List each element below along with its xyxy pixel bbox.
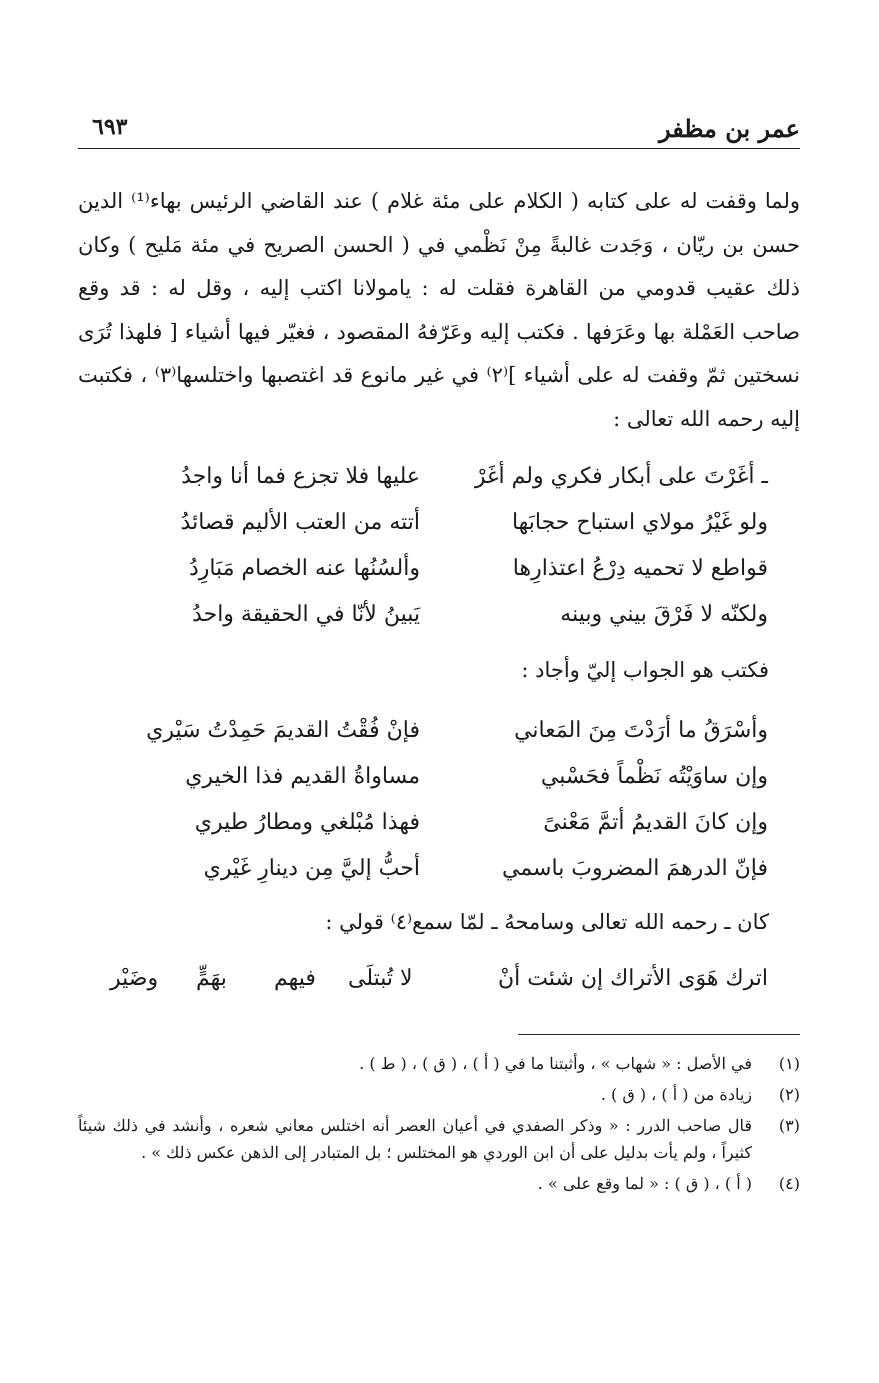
footnote-text: في الأصل : « شهاب » ، وأثبتنا ما في ( أ ) ، ( ق ) ، ( ط ) .: [359, 1054, 752, 1073]
verse-second-hemistich: يَبينُ لأنّا في الحقيقة واحدُ: [192, 602, 420, 627]
verse-line: [110, 556, 768, 602]
verse-first-hemistich: فإنّ الدرهمَ المضروبَ باسمي: [502, 856, 768, 881]
footnote-number: (٣): [778, 1116, 800, 1135]
page-number: ٦٩٣: [92, 114, 128, 140]
verse-line: [110, 764, 768, 810]
verse-line: [110, 856, 768, 902]
last-verse-part: فيهم: [274, 966, 316, 991]
footnote: [78, 1170, 800, 1197]
verse-second-hemistich: أحبُّ إليَّ مِن دينارِ غَيْري: [203, 856, 420, 881]
verse-line: [110, 810, 768, 856]
verse-second-hemistich: فإنْ فُقْتُ القديمَ حَمِدْتُ سَيْري: [146, 718, 420, 743]
verse-line: [110, 464, 768, 510]
verse-first-hemistich: ـ أغَرْتَ على أبكار فكري ولم أغَرْ: [474, 464, 768, 489]
verse-first-hemistich: ولكنّه لا فَرْقَ بيني وبينه: [560, 602, 768, 627]
verse-first-hemistich: قواطع لا تحميه دِرْعُ اعتذارِها: [512, 556, 768, 581]
footnote: [78, 1112, 800, 1166]
last-verse-part: لا تُبتلَى: [348, 966, 413, 991]
last-verse-part: اترك هَوَى الأتراك إن شئت أنْ: [497, 966, 768, 991]
verse-first-hemistich: وأسْرَقُ ما أرَدْتَ مِنَ المَعاني: [514, 718, 768, 743]
footnote-number: (١): [778, 1054, 800, 1073]
verse-second-hemistich: مساواةُ القديم فذا الخيري: [185, 764, 420, 789]
footnote-number: (٢): [778, 1085, 800, 1104]
verse-second-hemistich: فهذا مُبْلغي ومطارُ طيري: [194, 810, 420, 835]
header-rule: [78, 148, 800, 149]
reply-intro: فكتب هو الجواب إليّ وأجاد :: [521, 658, 769, 682]
verse-first-hemistich: وإن كانَ القديمُ أتمَّ مَعْنىً: [543, 810, 768, 835]
verse-second-hemistich: عليها فلا تجزع فما أنا واجدُ: [181, 464, 420, 489]
verse-line: [110, 718, 768, 764]
kan-line: كان ـ رحمه الله تعالى وسامحهُ ـ لمّا سمع⁽٤⁾ قولي :: [325, 910, 769, 934]
footnote-rule: [518, 1034, 800, 1035]
poem-first: [110, 464, 768, 648]
book-title: عمر بن مظفر: [658, 114, 800, 143]
verse-second-hemistich: أتته من العتب الأليم قصائدُ: [180, 510, 420, 535]
footnote-text: ( أ ) ، ( ق ) : « لما وقع على » .: [537, 1174, 752, 1193]
last-verse: [110, 966, 768, 1006]
footnote-text: قال صاحب الدرر : « وذكر الصفدي في أعيان العصر أنه اختلس معاني شعره ، وأنشد في ذلك شيئاً كثيراً ، ولم يأت بدليل على أن ابن الوردي هو المختلس ؛ بل المتبادر إلى الذهن عكس ذلك » .: [78, 1116, 752, 1162]
verse-line: [110, 510, 768, 556]
verse-line: [110, 602, 768, 648]
verse-first-hemistich: وإن ساوَيْتُه نَظْماً فحَسْبي: [540, 764, 768, 789]
verse-second-hemistich: وألسُنُها عنه الخصام مَبَارِدُ: [188, 556, 420, 581]
footnote-number: (٤): [778, 1174, 800, 1193]
last-verse-part: بهَمٍّ: [196, 966, 227, 991]
last-verse-part: وضَيْر: [110, 966, 159, 991]
running-head: [78, 114, 800, 146]
footnote: [78, 1081, 800, 1108]
prose-paragraph: [78, 180, 800, 441]
footnote: [78, 1050, 800, 1077]
poem-second: [110, 718, 768, 902]
verse-first-hemistich: ولو غَيْرُ مولاي استباح حجابَها: [511, 510, 768, 535]
prose-text: ولما وقفت له على كتابه ( الكلام على مئة غلام ) عند القاضي الرئيس بهاء⁽¹⁾ الدين حسن بن ريّان ، وَجَدت غالبةً مِنْ نَظْمي في ( الحسن الصريح في مئة مَليح ) وكان ذلك عقيب قدومي من القاهرة فقلت له : يامولانا اكتب إليه ، وقل له : قد وقع صاحب العَمْلة بها وعَرَفها . فكتب إليه وعَرّفهُ المقصود ، فغيّر فيها أشياء [ فلهذا تُرَى نسختين ثمّ وقفت له على أشياء ]⁽٢⁾ في غير مانوع قد اغتصبها واختلسها⁽٣⁾ ، فكتبت إليه رحمه الله تعالى :: [78, 189, 800, 431]
footnote-text: زيادة من ( أ ) ، ( ق ) .: [600, 1085, 752, 1104]
footnotes: [78, 1050, 800, 1201]
